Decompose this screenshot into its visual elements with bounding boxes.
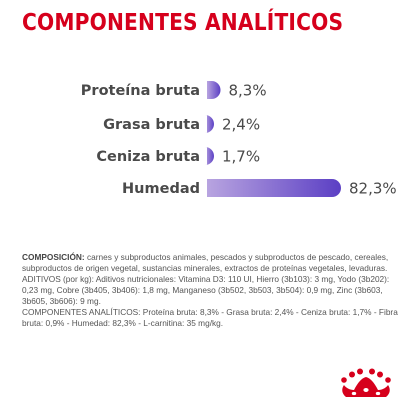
bar xyxy=(205,147,214,165)
bar-category-label: Ceniza bruta xyxy=(96,149,200,165)
composition-ingredients: carnes y subproductos animales, pescados y subproductos de pescado, cereales, subproductos de origen vegetal, sustancias minerales, extractos de proteínas vegetales, levaduras. xyxy=(22,252,389,273)
bar-category-label: Grasa bruta xyxy=(103,117,200,133)
composition-label: COMPOSICIÓN: xyxy=(22,252,85,262)
royal-canin-crown-icon xyxy=(338,368,394,398)
bar-value-label: 2,4% xyxy=(222,115,261,134)
bar xyxy=(205,115,214,133)
bar-value-label: 8,3% xyxy=(228,81,267,100)
bar xyxy=(207,179,341,197)
bar-category-label: Humedad xyxy=(122,181,200,197)
composition-text-block xyxy=(22,252,398,329)
composition-analytical: COMPONENTES ANALÍTICOS: Proteína bruta: 8,3% - Grasa bruta: 2,4% - Ceniza bruta: 1,7% - Fibra bruta: 0,9% - Humedad: 82,3% - L-carnitina: 35 mg/kg. xyxy=(22,307,398,328)
bar-category-label: Proteína bruta xyxy=(80,83,200,99)
page-title: COMPONENTES ANALÍTICOS xyxy=(22,8,344,36)
composition-additives: ADITIVOS (por kg): Aditivos nutricionales: Vitamina D3: 110 UI, Hierro (3b103): 3 mg, Yodo (3b202): 0,23 mg, Cobre (3b405, 3b406): 1,8 mg, Manganeso (3b502, 3b503, 3b504): 0,9 mg, Zinc (3b603, 3b605, 3b606): 9 mg. xyxy=(22,274,390,306)
bar xyxy=(207,81,221,99)
bar-value-label: 82,3% xyxy=(349,179,397,198)
bar-value-label: 1,7% xyxy=(222,147,261,166)
